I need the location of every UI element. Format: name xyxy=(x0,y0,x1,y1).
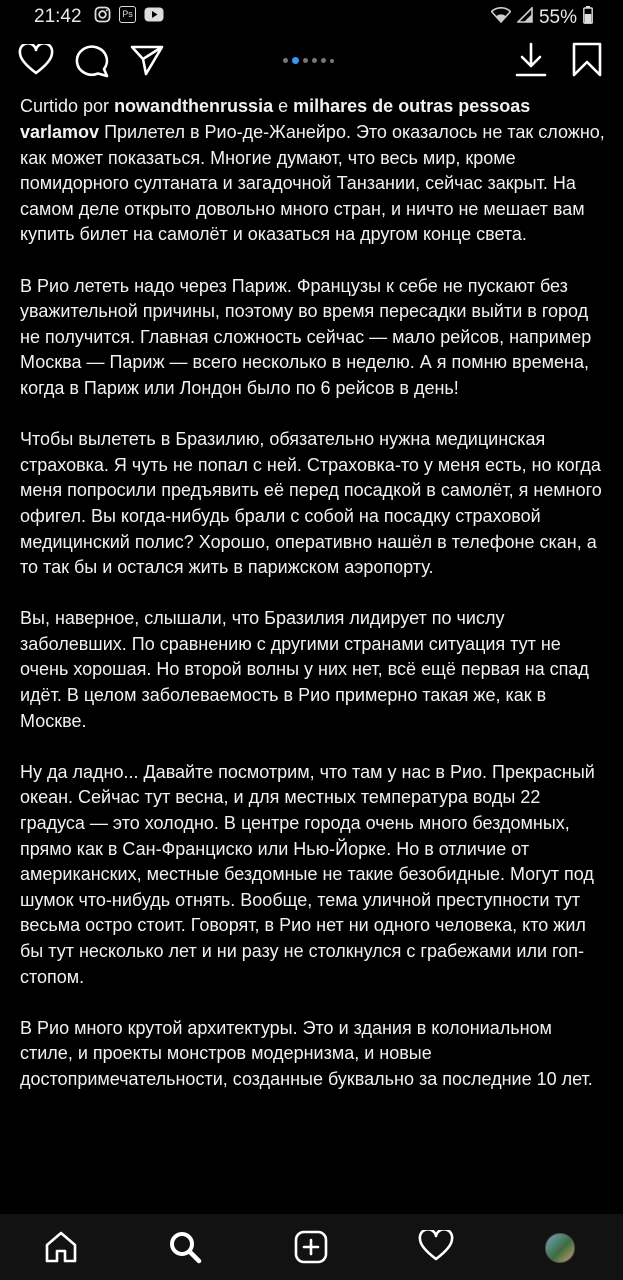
author-username[interactable]: varlamov xyxy=(20,122,100,142)
battery-percent: 55% xyxy=(538,7,577,28)
bookmark-icon[interactable] xyxy=(572,42,602,83)
caption-text: Прилетел в Рио-де-Жанейро. Это оказалось не так сложно, как может показаться. Многие думают, что весь мир, кроме помидорного султаната и загадочной Танзании, сейчас закрыт. На самом деле открыто довольно много стран, и ничто не мешает вам купить билет на самолёт и оказаться на другом конце света. xyxy=(20,122,605,245)
new-post-icon[interactable] xyxy=(294,1230,328,1269)
carousel-indicator xyxy=(283,57,334,64)
status-time: 21:42 xyxy=(34,6,82,27)
wifi-icon xyxy=(491,7,511,29)
battery-icon xyxy=(583,6,593,30)
liker-username[interactable]: nowandthenrussia xyxy=(114,96,274,116)
download-icon[interactable] xyxy=(514,42,548,83)
instagram-icon xyxy=(94,6,111,23)
carousel-dot xyxy=(330,59,334,63)
caption-paragraph xyxy=(20,120,608,248)
search-icon[interactable] xyxy=(168,1230,202,1269)
carousel-dot-active xyxy=(292,57,299,64)
status-bar xyxy=(0,0,623,34)
likes-prefix: Curtido por xyxy=(20,96,110,116)
comment-icon[interactable] xyxy=(74,44,110,83)
home-icon[interactable] xyxy=(44,1230,78,1269)
caption-paragraph: Вы, наверное, слышали, что Бразилия лидирует по числу заболевших. По сравнению с другими странами ситуация тут не очень хорошая. Но второй волны у них нет, всё ещё первая на спад идёт. В целом заболеваемость в Рио примерно такая же, как в Москве. xyxy=(20,608,589,731)
likes-summary[interactable] xyxy=(20,94,610,118)
notification-icons xyxy=(94,6,164,23)
caption-paragraph: В Рио лететь надо через Париж. Французы к себе не пускают без уважительной причины, поэтому во время пересадки выйти в город не получится. Главная сложность сейчас — мало рейсов, например Москва — Париж — всего несколько в неделю. А я помню времена, когда в Париж или Лондон было по 6 рейсов в день! xyxy=(20,275,592,398)
share-icon[interactable] xyxy=(130,44,164,81)
heart-icon[interactable] xyxy=(18,44,54,81)
youtube-icon xyxy=(144,7,164,22)
likes-middle: e xyxy=(278,96,289,116)
post-caption xyxy=(20,120,608,1118)
carousel-dot xyxy=(303,58,308,63)
profile-avatar[interactable] xyxy=(545,1233,575,1263)
caption-paragraph: Ну да ладно... Давайте посмотрим, что там у нас в Рио. Прекрасный океан. Сейчас тут весна, и для местных температура воды 22 градуса — это холодно. В центре города очень много бездомных, прямо как в Сан-Франциско или Нью-Йорке. Но в отличие от американских, местные бездомные не такие безобидные. Могут под шумок что-нибудь отнять. Вообще, тема уличной преступности тут весьма остро стоит. Говорят, в Рио нет ни одного человека, кто жил бы тут несколько лет и ни разу не столкнулся с грабежами или гоп-стопом. xyxy=(20,761,595,987)
bottom-navigation xyxy=(0,1214,623,1280)
carousel-dot xyxy=(312,58,317,63)
carousel-dot xyxy=(283,58,288,63)
photoshop-icon: Ps xyxy=(119,6,136,23)
signal-icon xyxy=(517,7,533,29)
avatar[interactable] xyxy=(545,1233,575,1263)
carousel-dot xyxy=(321,58,326,63)
caption-paragraph: В Рио много крутой архитектуры. Это и здания в колониальном стиле, и проекты монстров модернизма, и новые достопримечательности, созданные буквально за последние 10 лет. xyxy=(20,1017,593,1089)
caption-paragraph: Чтобы вылететь в Бразилию, обязательно нужна медицинская страховка. Я чуть не попал с ней. Страховка-то у меня есть, но когда меня попросили предъявить её перед посадкой в самолёт, я немного офигел. Вы когда-нибудь брали с собой на посадку страховой медицинский полис? Хорошо, оперативно нашёл в телефоне скан, а то так бы и остался жить в парижском аэропорту. xyxy=(20,429,602,578)
activity-heart-icon[interactable] xyxy=(418,1230,454,1267)
likes-others[interactable]: milhares de outras pessoas xyxy=(293,96,531,116)
